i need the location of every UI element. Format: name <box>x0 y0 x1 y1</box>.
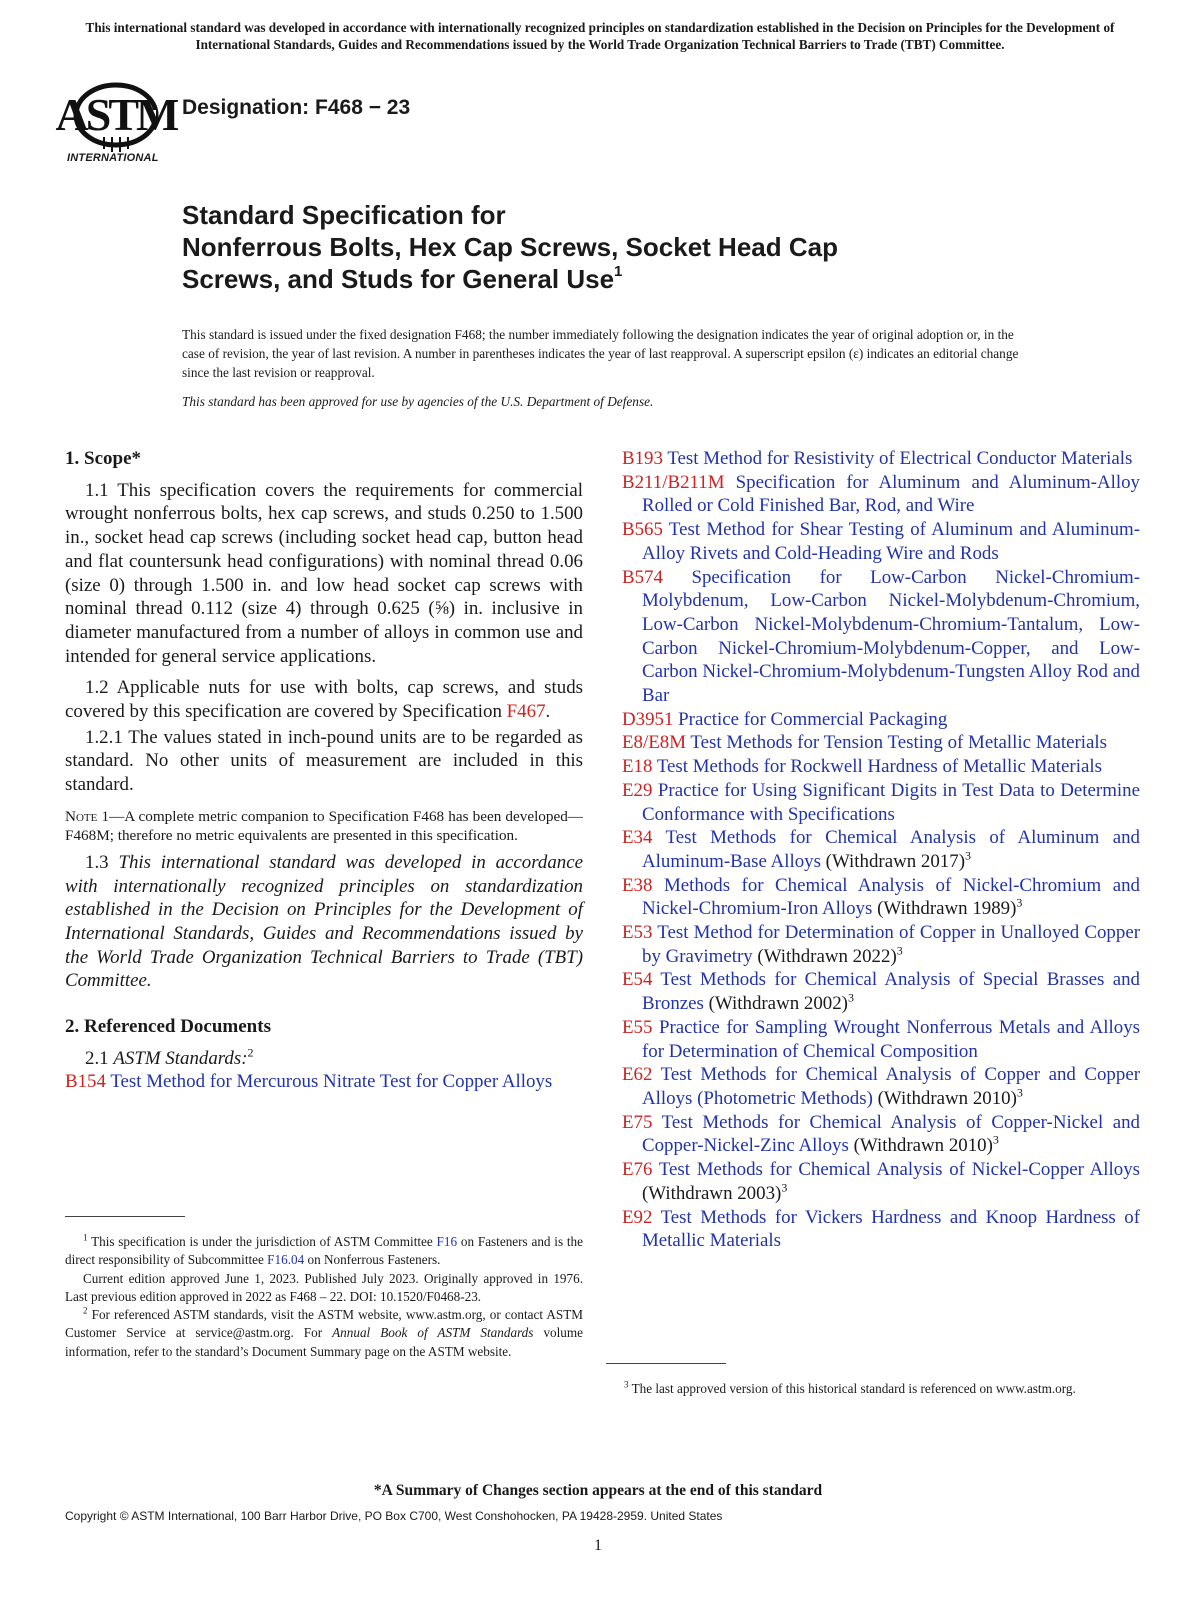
paragraph-1-3 <box>65 851 583 993</box>
reference-item <box>65 1070 583 1094</box>
reference-title-link[interactable]: Test Methods for Chemical Analysis of Aluminum and Aluminum-Base Alloys <box>642 827 1141 872</box>
reference-item <box>622 708 1140 732</box>
reference-title-link[interactable]: Test Method for Resistivity of Electrical Conductor Materials <box>667 448 1133 469</box>
paragraph-1-3-text: This international standard was developed in accordance with internationally recognized principles on standardization established in the Decision on Principles for the Development of International Standards, Guides and Recommendations issued by the World Trade Organization Technical Barriers to Trade (TBT) Committee. <box>65 851 583 992</box>
withdrawn-status: (Withdrawn 2010) <box>877 1087 1017 1109</box>
reference-item <box>622 471 1140 518</box>
footnote-2 <box>65 1306 583 1361</box>
note-text: —A complete metric companion to Specification F468 has been developed—F468M; therefore no metric equivalents are presented in this specification. <box>65 807 583 844</box>
reference-item <box>622 731 1140 755</box>
withdrawn-status: (Withdrawn 2002) <box>708 993 848 1015</box>
reference-code-link[interactable]: D3951 <box>622 708 674 730</box>
referenced-documents-heading: 2. Referenced Documents <box>65 1016 271 1038</box>
reference-item <box>622 779 1140 826</box>
withdrawn-status: (Withdrawn 2010) <box>853 1135 993 1157</box>
reference-code-link[interactable]: E38 <box>622 874 653 896</box>
reference-title-link[interactable]: Practice for Sampling Wrought Nonferrous Metals and Alloys for Determination of Chemical Composition <box>642 1016 1140 1062</box>
subcommittee-f16-04-link[interactable]: F16.04 <box>267 1252 305 1268</box>
reference-title-link[interactable]: Test Method for Shear Testing of Aluminum and Aluminum-Alloy Rivets and Cold-Heading Wire and Rods <box>642 519 1140 564</box>
reference-item <box>622 968 1140 1015</box>
reference-item <box>622 1016 1140 1063</box>
footnotes-right <box>606 1380 1140 1398</box>
reference-code-link[interactable]: E76 <box>622 1159 653 1181</box>
footnote-1-a: This specification is under the jurisdiction of ASTM Committee <box>91 1234 433 1249</box>
reference-item <box>622 826 1140 873</box>
footnote-3 <box>606 1380 1140 1398</box>
reference-title-link[interactable]: Test Methods for Chemical Analysis of Special Brasses and Bronzes <box>642 969 1140 1015</box>
reference-code-link[interactable]: E34 <box>622 827 653 849</box>
footnote-divider-right <box>606 1363 726 1364</box>
note-label: Note 1 <box>65 807 110 825</box>
reference-footnote-mark: 3 <box>896 943 903 958</box>
reference-item <box>622 1063 1140 1110</box>
ref-link-f467[interactable]: F467 <box>506 701 546 723</box>
title-footnote-mark: 1 <box>614 263 623 281</box>
reference-item <box>622 566 1140 708</box>
right-reference-list <box>622 447 1140 1253</box>
reference-code-link[interactable]: B193 <box>622 448 663 469</box>
paragraph-1-3-num: 1.3 <box>85 851 109 873</box>
reference-code-link[interactable]: E53 <box>622 922 653 944</box>
paragraph-1-1: 1.1 This specification covers the requirements for commercial wrought nonferrous bolts, hex cap screws, and studs 0.250 to 1.500 in., socket head cap screws (including socket head cap, button head and flat countersunk head configurations) with nominal thread 0.06 (size 0) through 1.500 in. and low head socket cap screws with nominal thread 0.112 (size 4) through 0.625 (⅝) in. inclusive in diameter manufactured from a number of alloys in common use and intended for general service applications. <box>65 479 583 667</box>
reference-code-link[interactable]: B154 <box>65 1071 106 1093</box>
paragraph-1-2 <box>65 676 583 723</box>
footnote-2-mark: 2 <box>83 1305 88 1316</box>
footnote-2-a: For referenced ASTM standards, visit the ASTM website, www.astm.org, or contact ASTM Customer Service at service@astm.org. For <box>65 1307 584 1341</box>
reference-title-link[interactable]: Test Methods for Chemical Analysis of Nickel-Copper Alloys <box>658 1159 1141 1181</box>
reference-code-link[interactable]: E92 <box>622 1206 653 1228</box>
svg-text:ASTM: ASTM <box>55 89 177 140</box>
reference-code-link[interactable]: B565 <box>622 519 663 541</box>
reference-code-link[interactable]: B574 <box>622 566 663 588</box>
withdrawn-status: (Withdrawn 2022) <box>757 945 897 967</box>
reference-footnote-mark: 3 <box>992 1133 999 1148</box>
reference-title-link[interactable]: Test Methods for Vickers Hardness and Knoop Hardness of Metallic Materials <box>642 1206 1140 1252</box>
page-number: 1 <box>594 1537 602 1554</box>
title-line-1: Standard Specification for <box>182 200 506 230</box>
paragraph-1-2-end: . <box>545 701 551 723</box>
footnote-1-edition: Current edition approved June 1, 2023. Published July 2023. Originally approved in 1976. Last previous edition approved in 2022 as F468 – 22. DOI: 10.1520/F0468-23. <box>65 1270 583 1304</box>
paragraph-1-2-1: 1.2.1 The values stated in inch-pound units are to be regarded as standard. No other units of measurement are included in this standard. <box>65 726 583 796</box>
reference-item <box>622 874 1140 921</box>
reference-title-link[interactable]: Methods for Chemical Analysis of Nickel-Chromium and Nickel-Chromium-Iron Alloys <box>642 874 1140 920</box>
footnote-1-b: on Fasteners and is the direct responsibility of Subcommittee <box>65 1234 583 1268</box>
footnote-1-mark: 1 <box>83 1232 88 1243</box>
reference-footnote-mark: 3 <box>1016 1085 1023 1100</box>
reference-code-link[interactable]: B211/B211M <box>622 471 725 493</box>
reference-title-link[interactable]: Test Methods for Rockwell Hardness of Metallic Materials <box>656 756 1102 778</box>
withdrawn-status: (Withdrawn 2003) <box>642 1182 782 1204</box>
issue-note: This standard is issued under the fixed designation F468; the number immediately following the designation indicates the year of original adoption or, in the case of revision, the year of last revision. A number in parentheses indicates the year of last reapproval. A superscript epsilon (ε) indicates an editorial change since the last revision or reapproval. <box>182 327 1019 380</box>
designation: Designation: F468 − 23 <box>182 96 411 119</box>
reference-title-link[interactable]: Test Methods for Chemical Analysis of Copper-Nickel and Copper-Nickel-Zinc Alloys <box>642 1111 1140 1157</box>
reference-code-link[interactable]: E8/E8M <box>622 732 687 754</box>
reference-title-link[interactable]: Test Methods for Tension Testing of Metallic Materials <box>690 732 1108 754</box>
reference-title-link[interactable]: Practice for Commercial Packaging <box>678 708 948 730</box>
footnote-divider-left <box>65 1216 185 1217</box>
astm-standards-subheading <box>65 1047 583 1071</box>
reference-footnote-mark: 3 <box>847 990 854 1005</box>
copyright: Copyright © ASTM International, 100 Barr Harbor Drive, PO Box C700, West Conshohocken, PA 19428-2959. United States <box>65 1509 723 1523</box>
reference-code-link[interactable]: E18 <box>622 756 653 778</box>
reference-title-link[interactable]: Test Methods for Chemical Analysis of Copper and Copper Alloys (Photometric Methods) <box>642 1064 1140 1109</box>
reference-item <box>622 518 1140 565</box>
footnote-3-text: The last approved version of this historical standard is referenced on www.astm.org. <box>631 1381 1076 1396</box>
reference-item <box>622 1111 1140 1158</box>
reference-item <box>622 447 1140 471</box>
reference-title-link[interactable]: Test Method for Determination of Copper in Unalloyed Copper by Gravimetry <box>642 922 1140 967</box>
note-1 <box>65 807 583 845</box>
withdrawn-status: (Withdrawn 1989) <box>877 898 1017 920</box>
right-column <box>622 447 1140 1253</box>
left-column <box>65 447 583 1094</box>
reference-item <box>622 1158 1140 1205</box>
reference-title-link[interactable]: Specification for Low-Carbon Nickel-Chromium-Molybdenum, Low-Carbon Nickel-Molybdenum-Chromium, Low-Carbon Nickel-Molybdenum-Chromium-Tantalum, Low-Carbon Nickel-Chromium-Molybdenum-Copper, and Low-Carbon Nickel-Chromium-Molybdenum-Tungsten Alloy Rod and Bar <box>642 566 1140 707</box>
top-notice: This international standard was developed in accordance with internationally recognized principles on standardization established in the Decision on Principles for the Development of International Standards, Guides and Recommendations issued by the World Trade Organization Technical Barriers to Trade (TBT) Committee. <box>85 20 1115 52</box>
reference-title-link[interactable]: Specification for Aluminum and Aluminum-Alloy Rolled or Cold Finished Bar, Rod, and Wire <box>642 471 1140 517</box>
reference-footnote-mark: 3 <box>964 848 971 863</box>
left-reference-list <box>65 1070 583 1094</box>
reference-item <box>622 755 1140 779</box>
footnote-1 <box>65 1233 583 1270</box>
reference-footnote-mark: 3 <box>1016 896 1023 911</box>
dod-approval-note: This standard has been approved for use by agencies of the U.S. Department of Defense. <box>182 394 654 409</box>
reference-code-link[interactable]: E55 <box>622 1016 653 1038</box>
subheading-title: ASTM Standards: <box>113 1047 248 1069</box>
reference-item <box>622 1206 1140 1253</box>
footnote-2-italic: Annual Book of ASTM Standards <box>332 1325 534 1341</box>
title-line-2: Nonferrous Bolts, Hex Cap Screws, Socket Head Cap <box>182 232 838 262</box>
summary-of-changes-note: *A Summary of Changes section appears at the end of this standard <box>373 1482 823 1499</box>
committee-f16-link[interactable]: F16 <box>436 1234 458 1249</box>
reference-code-link[interactable]: E54 <box>622 969 653 991</box>
reference-code-link[interactable]: E75 <box>622 1111 653 1133</box>
reference-title-link[interactable]: Test Method for Mercurous Nitrate Test for Copper Alloys <box>110 1071 553 1093</box>
reference-title-link[interactable]: Practice for Using Significant Digits in Test Data to Determine Conformance with Specifications <box>642 779 1140 825</box>
document-title <box>182 199 1082 295</box>
footnote-3-mark: 3 <box>624 1379 629 1390</box>
reference-item <box>622 921 1140 968</box>
footnotes-left <box>65 1233 583 1361</box>
withdrawn-status: (Withdrawn 2017) <box>825 850 965 872</box>
logo-caption: INTERNATIONAL <box>67 152 159 164</box>
footnote-1-c: on Nonferrous Fasteners. <box>307 1252 441 1268</box>
subheading-footnote-mark: 2 <box>247 1045 254 1060</box>
paragraph-1-2-text: 1.2 Applicable nuts for use with bolts, cap screws, and studs covered by this specification are covered by Specification <box>65 677 583 723</box>
reference-footnote-mark: 3 <box>781 1180 788 1195</box>
reference-code-link[interactable]: E62 <box>622 1064 653 1086</box>
subheading-num: 2.1 <box>85 1047 109 1069</box>
scope-heading: 1. Scope* <box>65 448 141 469</box>
footnote-2-b: volume information, refer to the standard’s Document Summary page on the ASTM website. <box>65 1325 583 1359</box>
title-line-3: Screws, and Studs for General Use <box>182 264 615 294</box>
reference-code-link[interactable]: E29 <box>622 779 653 801</box>
